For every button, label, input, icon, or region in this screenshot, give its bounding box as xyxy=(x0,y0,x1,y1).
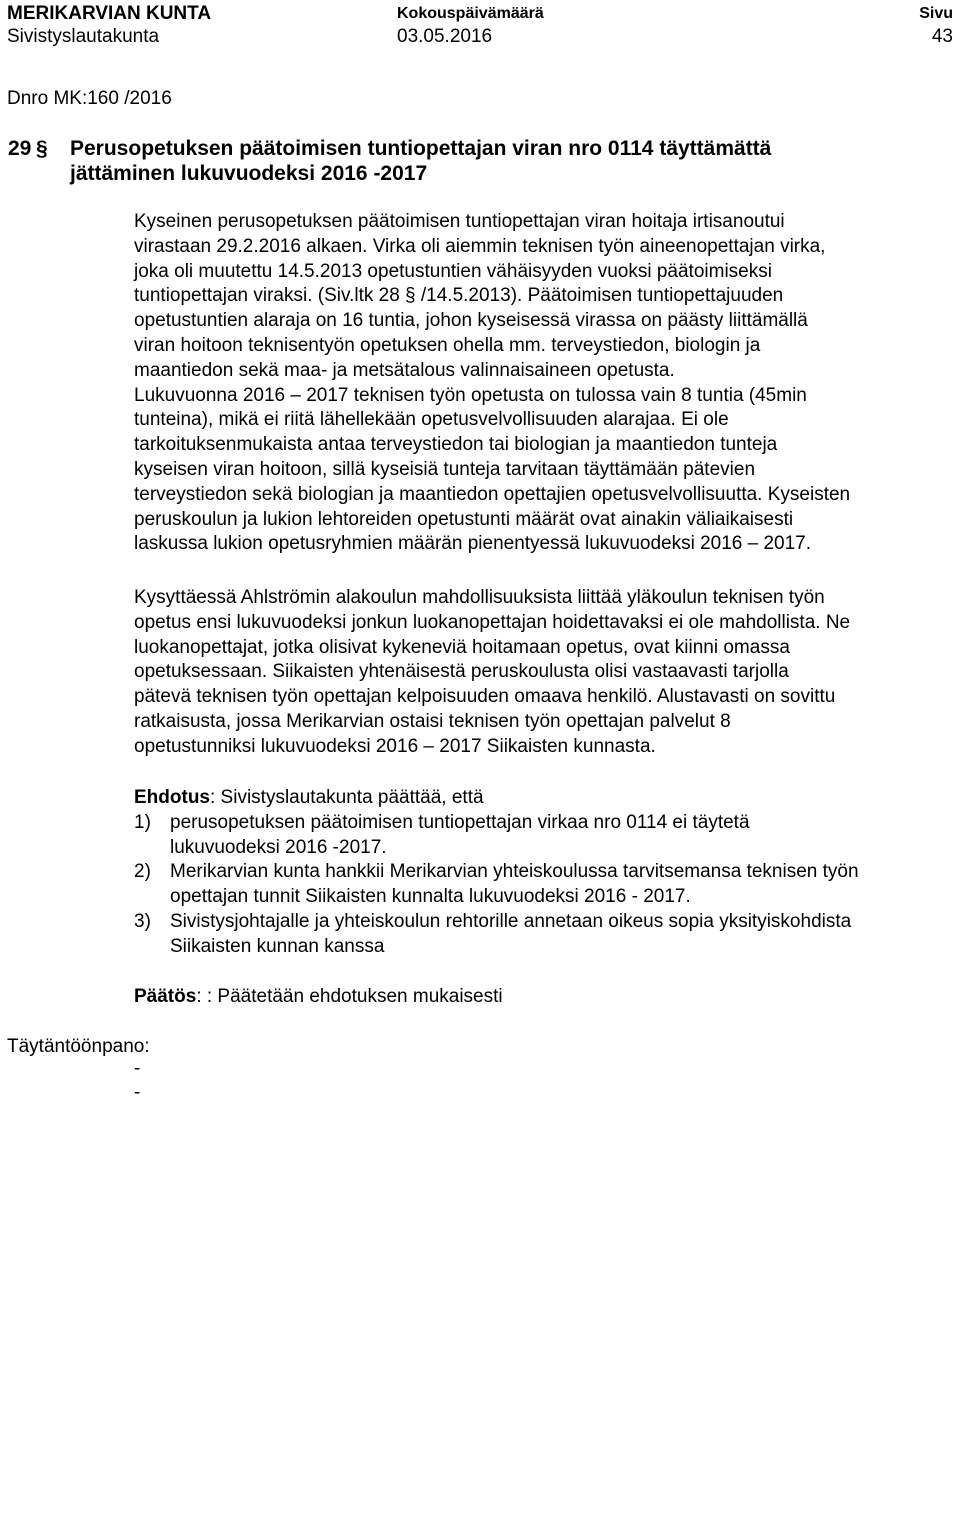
proposal-section xyxy=(134,786,960,960)
paragraph-line: opetuksessaan. Siikaisten yhtenäisestä peruskoulusta olisi vastaavasti tarjolla xyxy=(134,661,789,683)
paragraph-line: opetus ensi lukuvuodeksi jonkun luokanopettajan hoidettavaksi ei ole mahdollista. Ne xyxy=(134,611,851,633)
proposal-item-text: Merikarvian kunta hankkii Merikarvian yhteiskoulussa tarvitsemansa teknisen työn xyxy=(170,861,859,883)
paragraph-line: terveystiedon sekä biologian ja maantiedon opettajien opetusvelvollisuutta. Kyseisten xyxy=(134,483,851,505)
paragraph-line: joka oli muutettu 14.5.2013 opetustuntien vähäisyyden vuoksi päätoimiseksi xyxy=(134,260,772,282)
proposal-item-number: 1) xyxy=(134,811,151,833)
paragraph-line: tarkoituksenmukaista antaa terveystiedon tai biologian ja maantiedon tunteja xyxy=(134,434,778,456)
paragraph-line: Kysyttäessä Ahlströmin alakoulun mahdollisuuksista liittää yläkoulun teknisen työn xyxy=(134,587,825,608)
page-label: Sivu xyxy=(919,5,953,22)
paragraph-line: maantiedon sekä maa- ja metsätalous valinnaisaineen opetusta. xyxy=(134,359,675,381)
section-number: 29 xyxy=(8,137,32,160)
municipality-name: MERIKARVIAN KUNTA xyxy=(7,3,212,24)
paragraph-line: opetustunniksi lukuvuodeksi 2016 – 2017 Siikaisten kunnasta. xyxy=(134,735,656,757)
paragraph-line: viran hoitoon teknisentyön opetuksen ohella mm. terveystiedon, biologin ja xyxy=(134,334,761,356)
section-title-line1: Perusopetuksen päätoimisen tuntiopettajan viran nro 0114 täyttämättä xyxy=(70,137,772,160)
paragraph-line: Lukuvuonna 2016 – 2017 teknisen työn opetusta on tulossa vain 8 tuntia (45min xyxy=(134,384,807,406)
paragraph-line: luokanopettajat, jotka olisivat kykeneviä hoitamaan opetus, ovat kiinni omassa xyxy=(134,636,790,658)
proposal-item-continuation: Siikaisten kunnan kanssa xyxy=(170,935,385,957)
proposal-intro: : Sivistyslautakunta päättää, että xyxy=(210,787,484,808)
proposal-item-number: 2) xyxy=(134,861,151,883)
page-number: 43 xyxy=(931,26,953,47)
proposal-heading xyxy=(134,786,960,811)
meeting-date-label: Kokouspäivämäärä xyxy=(397,5,544,22)
proposal-item xyxy=(134,910,960,935)
paragraph-line: pätevä teknisen työn opettajan kelpoisuuden omaava henkilö. Alustavasti on sovittu xyxy=(134,686,836,708)
proposal-item xyxy=(134,811,960,836)
meeting-date: 03.05.2016 xyxy=(397,26,493,47)
inquiry-paragraph xyxy=(134,586,960,760)
proposal-item-text: Sivistysjohtajalle ja yhteiskoulun rehtorille annetaan oikeus sopia yksityiskohdista xyxy=(170,910,852,932)
proposal-item-continuation: lukuvuodeksi 2016 -2017. xyxy=(170,836,387,858)
execution-item: - xyxy=(134,1082,141,1103)
paragraph-line: laskussa lukion opetusryhmien määrän pienentyessä lukuvuodeksi 2016 – 2017. xyxy=(134,533,812,555)
proposal-label: Ehdotus xyxy=(134,787,210,808)
committee-name: Sivistyslautakunta xyxy=(7,26,160,47)
paragraph-line: peruskoulun ja lukion lehtoreiden opetustunti määrät ovat ainakin väliaikaisesti xyxy=(134,508,794,530)
execution-label: Täytäntöönpano: xyxy=(7,1036,150,1057)
proposal-item-continuation: opettajan tunnit Siikaisten kunnalta lukuvuodeksi 2016 - 2017. xyxy=(170,886,691,908)
proposal-item-text: perusopetuksen päätoimisen tuntiopettajan virkaa nro 0114 ei täytetä xyxy=(170,811,750,833)
decision-section xyxy=(134,985,960,1010)
paragraph-line: opetustuntien alaraja on 16 tuntia, johon kyseisessä virassa on päästy liittämällä xyxy=(134,310,808,332)
proposal-item-number: 3) xyxy=(134,910,151,932)
record-number: Dnro MK:160 /2016 xyxy=(7,88,172,109)
paragraph-line: Kyseinen perusopetuksen päätoimisen tuntiopettajan viran hoitaja irtisanoutui xyxy=(134,211,785,232)
background-paragraph xyxy=(134,210,960,557)
section-symbol: § xyxy=(36,137,48,160)
paragraph-line: virastaan 29.2.2016 alkaen. Virka oli aiemmin teknisen työn aineenopettajan virka, xyxy=(134,235,826,257)
paragraph-line: tunteina), mikä ei riitä lähellekään opetusvelvollisuuden alarajaa. Ei ole xyxy=(134,409,729,431)
decision-line xyxy=(134,985,960,1010)
paragraph-line: ratkaisusta, jossa Merikarvian ostaisi teknisen työn opettajan palvelut 8 xyxy=(134,710,731,732)
proposal-item xyxy=(134,860,960,885)
paragraph-line: kyseisen viran hoitoon, sillä kyseisiä tunteja tarvitaan täyttämään pätevien xyxy=(134,458,756,480)
section-title-line2: jättäminen lukuvuodeksi 2016 -2017 xyxy=(70,162,428,185)
execution-item: - xyxy=(134,1058,141,1079)
decision-text: : : Päätetään ehdotuksen mukaisesti xyxy=(196,986,503,1007)
paragraph-line: tuntiopettajan viraksi. (Siv.ltk 28 § /14.5.2013). Päätoimisen tuntiopettajuuden xyxy=(134,285,784,307)
decision-label: Päätös xyxy=(134,986,197,1007)
